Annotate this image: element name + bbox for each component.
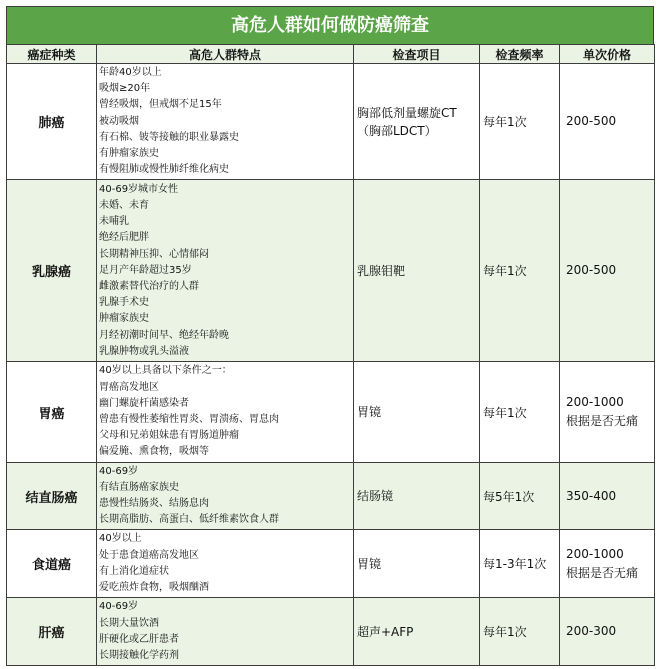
frequency-cell: 每年1次: [480, 180, 560, 362]
price-line: 200-300: [566, 624, 617, 639]
risk-feature-item: 乳腺肿物或乳头溢液: [99, 345, 189, 357]
risk-feature-item: 有肿瘤家族史: [99, 148, 159, 160]
price-line: 200-500: [566, 263, 617, 278]
risk-feature-item: 40岁以上: [99, 533, 142, 545]
risk-feature-item: 月经初潮时间早、绝经年龄晚: [99, 329, 229, 341]
risk-feature-item: 处于患食道癌高发地区: [99, 549, 199, 561]
risk-feature-item: 有石棉、铍等接触的职业暴露史: [99, 131, 239, 143]
frequency-cell: 每5年1次: [480, 462, 560, 530]
frequency-cell: 每年1次: [480, 362, 560, 462]
exam-line: 乳腺钼靶: [357, 263, 406, 278]
frequency-cell: 每年1次: [480, 64, 560, 180]
risk-feature-item: 乳腺手术史: [99, 297, 149, 309]
risk-feature-item: 长期大量饮酒: [99, 617, 159, 629]
risk-features-cell: [97, 64, 354, 180]
frequency-cell: 每年1次: [480, 598, 560, 666]
table-row: [7, 180, 655, 362]
cancer-type-cell: 食道癌: [7, 530, 97, 598]
risk-feature-item: 40岁以上具备以下条件之一：: [99, 365, 232, 377]
exam-cell: [354, 598, 480, 666]
risk-feature-item: 被动吸烟: [99, 115, 139, 127]
risk-feature-item: 曾经吸烟，但戒烟不足15年: [99, 99, 222, 111]
screening-table-container: [6, 6, 654, 666]
risk-feature-item: 长期精神压抑、心情郁闷: [99, 248, 209, 260]
price-line: 350-400: [566, 488, 617, 503]
risk-feature-item: 长期高脂肪、高蛋白、低纤维素饮食人群: [99, 514, 279, 526]
risk-features-cell: [97, 530, 354, 598]
exam-line: 胃镜: [357, 405, 382, 420]
risk-feature-item: 绝经后肥胖: [99, 232, 149, 244]
exam-line: 结肠镜: [357, 489, 394, 504]
exam-line: 胸部低剂量螺旋CT: [357, 105, 457, 120]
risk-feature-item: 偏爱腌、熏食物，吸烟等: [99, 446, 209, 458]
risk-feature-item: 未婚、未育: [99, 200, 149, 211]
risk-feature-item: 有上消化道症状: [99, 565, 169, 577]
risk-feature-item: 未哺乳: [99, 216, 129, 228]
price-cell: [560, 530, 655, 598]
exam-cell: [354, 462, 480, 530]
price-cell: [560, 598, 655, 666]
risk-feature-item: 吸烟≥20年: [99, 83, 151, 95]
risk-feature-item: 爱吃煎炸食物，吸烟酗酒: [99, 582, 209, 594]
screening-table: [6, 44, 655, 666]
risk-features-cell: [97, 598, 354, 666]
price-cell: [560, 462, 655, 530]
risk-feature-item: 父母和兄弟姐妹患有胃肠道肿瘤: [99, 430, 239, 442]
table-row: [7, 64, 655, 180]
table-row: [7, 462, 655, 530]
exam-line: 超声+AFP: [357, 624, 414, 639]
price-line: 200-1000: [566, 395, 624, 410]
risk-feature-item: 肝硬化或乙肝患者: [99, 633, 179, 645]
price-cell: [560, 362, 655, 462]
risk-feature-item: 曾患有慢性萎缩性胃炎、胃溃疡、胃息肉: [99, 414, 279, 426]
cancer-type-cell: 结直肠癌: [7, 462, 97, 530]
cancer-type-cell: 肝癌: [7, 598, 97, 666]
risk-feature-item: 40-69岁城市女性: [99, 183, 179, 195]
exam-cell: [354, 180, 480, 362]
risk-features-cell: [97, 180, 354, 362]
exam-cell: [354, 362, 480, 462]
table-row: [7, 530, 655, 598]
risk-feature-item: 有结直肠癌家族史: [99, 481, 179, 493]
risk-feature-item: 患慢性结肠炎、结肠息肉: [99, 498, 209, 510]
cancer-type-cell: 胃癌: [7, 362, 97, 462]
cancer-type-cell: 乳腺癌: [7, 180, 97, 362]
exam-line: 胃镜: [357, 556, 382, 571]
header-frequency: 检查频率: [480, 45, 560, 64]
risk-feature-item: 40-69岁: [99, 601, 139, 613]
risk-feature-item: 年龄40岁以上: [99, 67, 162, 78]
exam-line: （胸部LDCT）: [357, 123, 437, 138]
risk-feature-item: 长期接触化学药剂: [99, 649, 179, 661]
exam-cell: [354, 64, 480, 180]
risk-feature-item: 40-69岁: [99, 465, 139, 477]
risk-features-cell: [97, 362, 354, 462]
table-title: 高危人群如何做防癌筛查: [6, 6, 654, 44]
risk-feature-item: 有慢阻肺或慢性肺纤维化病史: [99, 164, 229, 176]
price-cell: [560, 180, 655, 362]
header-row: [7, 45, 655, 64]
risk-feature-item: 胃癌高发地区: [99, 381, 159, 393]
table-row: [7, 362, 655, 462]
header-cancer-type: 癌症种类: [7, 45, 97, 64]
price-cell: [560, 64, 655, 180]
header-exam: 检查项目: [354, 45, 480, 64]
cancer-type-cell: 肺癌: [7, 64, 97, 180]
risk-features-cell: [97, 462, 354, 530]
header-risk-features: 高危人群特点: [97, 45, 354, 64]
table-row: [7, 598, 655, 666]
price-line: 200-500: [566, 114, 617, 129]
risk-feature-item: 雌激素替代治疗的人群: [99, 281, 199, 293]
risk-feature-item: 肿瘤家族史: [99, 313, 149, 325]
header-price: 单次价格: [560, 45, 655, 64]
exam-cell: [354, 530, 480, 598]
price-line: 根据是否无痛: [566, 565, 639, 580]
risk-feature-item: 幽门螺旋杆菌感染者: [99, 397, 189, 409]
price-line: 200-1000: [566, 546, 624, 561]
risk-feature-item: 足月产年龄超过35岁: [99, 264, 192, 276]
frequency-cell: 每1-3年1次: [480, 530, 560, 598]
price-line: 根据是否无痛: [566, 414, 639, 429]
